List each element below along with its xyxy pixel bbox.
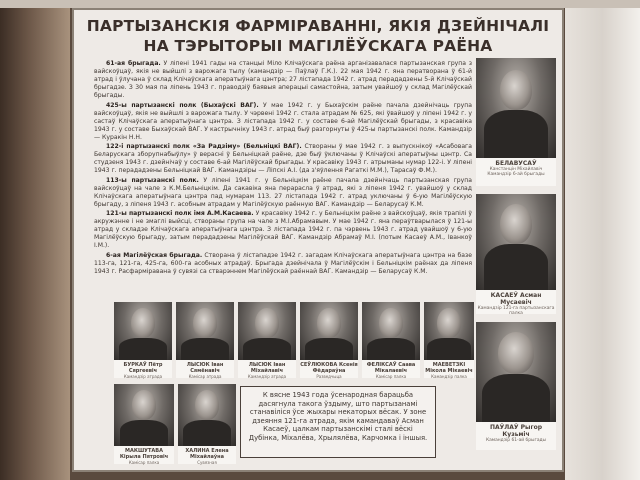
portrait-name: КАСАЕЎ Асман Мусаевіч	[490, 292, 542, 306]
portrait-photo	[476, 58, 556, 158]
portrait-photo	[114, 384, 174, 446]
paragraph-122-regiment: 122-і партызанскі полк «За Радзіму» (Бельніцкі ВАГ). Створаны ў мае 1942 г. з выпускнікоў «Асабовага Беларускага зборупнабыўлу» ў вераснi ў Бельніцкай раёне, дзе быў ўключаны ў Клічаўскі аператыўны цэнтр. Са студзеня 1943 г. дзейнічаў у составе 6-ай Магілёўскай брыгады. У красавіку 1943 г. атрыманы нумар 122-і. У ліпені 1943 г. перададзены Бельніцкай ВАГ. Камандзіры — Ліпскі А.І. (да з'яўлення Рагаткі М.М.), Тарасаў Ф.М.).	[94, 143, 472, 175]
portrait-khalina	[178, 384, 236, 464]
paragraph-425-regiment: 425-ы партызанскі полк (Быхаўскі ВАГ). У мае 1942 г. у Быхаўскім раёне пачала дзейнічаць група вайскоўцаў, якія не выйшлі з варожага тылу. У чэрвені 1942 г. стала атрадам № 625, які ўвайшоў у ліпені 1942 г. у састаў Клічаўскага аператыўнага цэнтра. З лістапада 1942 г. у составе 6-ай Магілёўскай брыгады, з красавіка 1943 г. у составе Быхаўскай ВАГ. У кастрычніку 1943 г. атрад быў разгорнуты ў 425-ы партызанскі полк. Камандзір — Куракін Н.Н.	[94, 101, 472, 141]
wall-right	[565, 0, 640, 480]
portrait-name: СЕЎЛЮКОВА Ксенія Фёдараўна	[300, 362, 358, 374]
portrait-desc: Камісар палка	[128, 460, 160, 465]
portrait-burkau	[114, 302, 172, 378]
paragraph-121-regiment: 121-ы партызанскі полк імя А.М.Касаева. У красавіку 1942 г. у Бельніцкім раёне з вайскоўцаў, якія трапілі ў акружэнне і не змаглі выйсці, створаны група на чале з М.І.Абрамавым. У мае 1942 г. яна пераўтварылася ў 121-ы атрад у складзе Клічаўскага аператыўнага цэнтра. З лістапада 1942 г. па чэрвень 1943 г. атрад увайшоў у 6-ую Магілёўскую брыгаду, затым перададзены Магілёўскай ВАГ. Камандзір Абрамаў М.І. (потым Касаеў А.М., Іванкоў І.М.).	[94, 210, 472, 250]
wall-top	[0, 0, 640, 8]
note-text: К вясне 1943 года ўсенародная барацьба дасягнула такога ўздыму, што партызанамі станавіліся ўсе жыхары некаторых вёсак. У зоне дзеяння 121-га атрада, якім камандаваў Асман Касаеў, цалкам партызанскімі сталі вёскі Дубінка, Міхалёва, Хрылялёва, Карчомка і іншыя.	[248, 391, 428, 442]
portrait-seuliukova	[300, 302, 358, 378]
portrait-name: БЕЛАВУСАЎ	[495, 160, 537, 167]
portrait-photo	[362, 302, 420, 360]
exhibit-board	[72, 8, 564, 472]
paragraph-61-brigade: 61-ая брыгада. У ліпені 1941 гады на станцыі Міло Клічаўскага раёна арганізавалася партызанская група з вайскоўцаў, якія не выйшлі з варожага тылу (камандзір — Паўлаў Г.К.). 22 мая 1942 г. яна ператворана ў 61-й атрад і ўлучана ў склад Клічаўскага аператыўнага цэнтра; 27 лістапада 1942 г. атрад перададзены 5-й Клічаўскай брыгадзе. З 30 мая па ліпень 1943 г. праводзіў баявыя аперацыі самастойна, затым увайшоў у склад Магілёўскай брыгады.	[94, 60, 472, 100]
paragraph-6-brigade: 6-ая Магілёўская брыгада. Створана ў лістападзе 1942 г. загадам Клічаўскага аператыўнага цэнтра на базе 113-га, 121-га, 425-га, 600-га асобных атрадаў. Брыгада дзейнічала ў Магілёўскім і Бельніцкім раёнах да ліпеня 1943 г. Расфарміравана ў сувязі са стварэннем Магілёўскай раённай ВАГ. Камандзір — Беларусаў К.М.	[94, 251, 472, 275]
portrait-name: МАКШУТАВА Кірыла Пятровіч	[119, 448, 169, 460]
history-text	[94, 60, 472, 308]
portrait-makshutava	[114, 384, 174, 464]
portrait-photo	[114, 302, 172, 360]
portrait-photo	[178, 384, 236, 446]
portrait-sub: Камандзір 6-ай брыгады	[487, 172, 545, 178]
paragraph-113-regiment: 113-ы партызанскі полк. У ліпені 1941 г. у Бельніцкім раёне пачала дзейнічаць партызанская група вайскоўцаў на чале з К.М.Бельніцкім. Да сакавіка яна перарасла ў атрад, які з ліпеня 1942 г. увайшоў у склад Клічаўскага аператыўнага цэнтра пад нумарам 113. 27 лістапада 1942 г. атрад уключаны ў 6-ую Магілёўскую брыгаду, з ліпеня 1943 г. асобным атрадам у Магілёўскую раённую ВАГ. Камандзір — Беларусаў К.М.	[94, 176, 472, 208]
portrait-name: ФЕЛІКСАЎ Саава Мікалаевіч	[366, 362, 416, 374]
portrait-desc: Камандзір 121-га партызанскага палка	[477, 306, 555, 317]
portrait-paulau	[476, 322, 556, 450]
portrait-desc: Камандзір атрада	[123, 374, 163, 379]
portrait-desc: Разведчыца	[316, 374, 342, 379]
portrait-name: ЛЫСЮК Іван Сямёнавіч	[186, 362, 224, 374]
portrait-belavusau	[476, 58, 556, 186]
portrait-desc: Сувязная	[197, 460, 217, 465]
portrait-desc: Камандзір палка	[431, 374, 467, 379]
portrait-name: ПАЎЛАЎ Рыгор Кузьміч	[489, 424, 542, 438]
portrait-photo	[176, 302, 234, 360]
portrait-desc: Камісар палка	[375, 374, 407, 379]
portrait-desc: Канстанцін Міхайлавіч	[489, 167, 543, 172]
portrait-name: БУРКАЎ Пётр Сяргеевіч	[123, 362, 163, 374]
board-title	[74, 16, 562, 56]
portrait-photo	[424, 302, 474, 360]
portrait-photo	[238, 302, 296, 360]
portrait-kasaeu	[476, 194, 556, 317]
portrait-lysiuk-is	[176, 302, 234, 378]
portrait-name: ЛЫСЮК Іван Міхайлавіч	[248, 362, 286, 374]
portrait-photo	[300, 302, 358, 360]
portrait-photo	[476, 194, 556, 290]
board-title-line1: ПАРТЫЗАНСКІЯ ФАРМІРАВАННІ, ЯКІЯ ДЗЕЙНІЧАЛІ	[86, 17, 550, 35]
portrait-feliksau	[362, 302, 420, 378]
portrait-desc: Камандзір атрада	[247, 374, 287, 379]
note-box	[240, 386, 436, 458]
portrait-desc: Камандзір 61-ай брыгады	[485, 438, 547, 443]
portrait-desc: Камісар атрада	[188, 374, 222, 379]
board-title-line2: НА ТЭРЫТОРЫІ МАГІЛЁЎСКАГА РАЁНА	[143, 37, 493, 55]
wall-left	[0, 0, 70, 480]
portrait-lysiuk-im	[238, 302, 296, 378]
portrait-name: ХАЛИНА Елена Міхайлаўна	[185, 448, 229, 460]
portrait-maevetzki	[424, 302, 474, 378]
portrait-photo	[476, 322, 556, 422]
portrait-name: МАЕВЕТЗКІ Мікола Мікаевіч	[425, 362, 473, 374]
